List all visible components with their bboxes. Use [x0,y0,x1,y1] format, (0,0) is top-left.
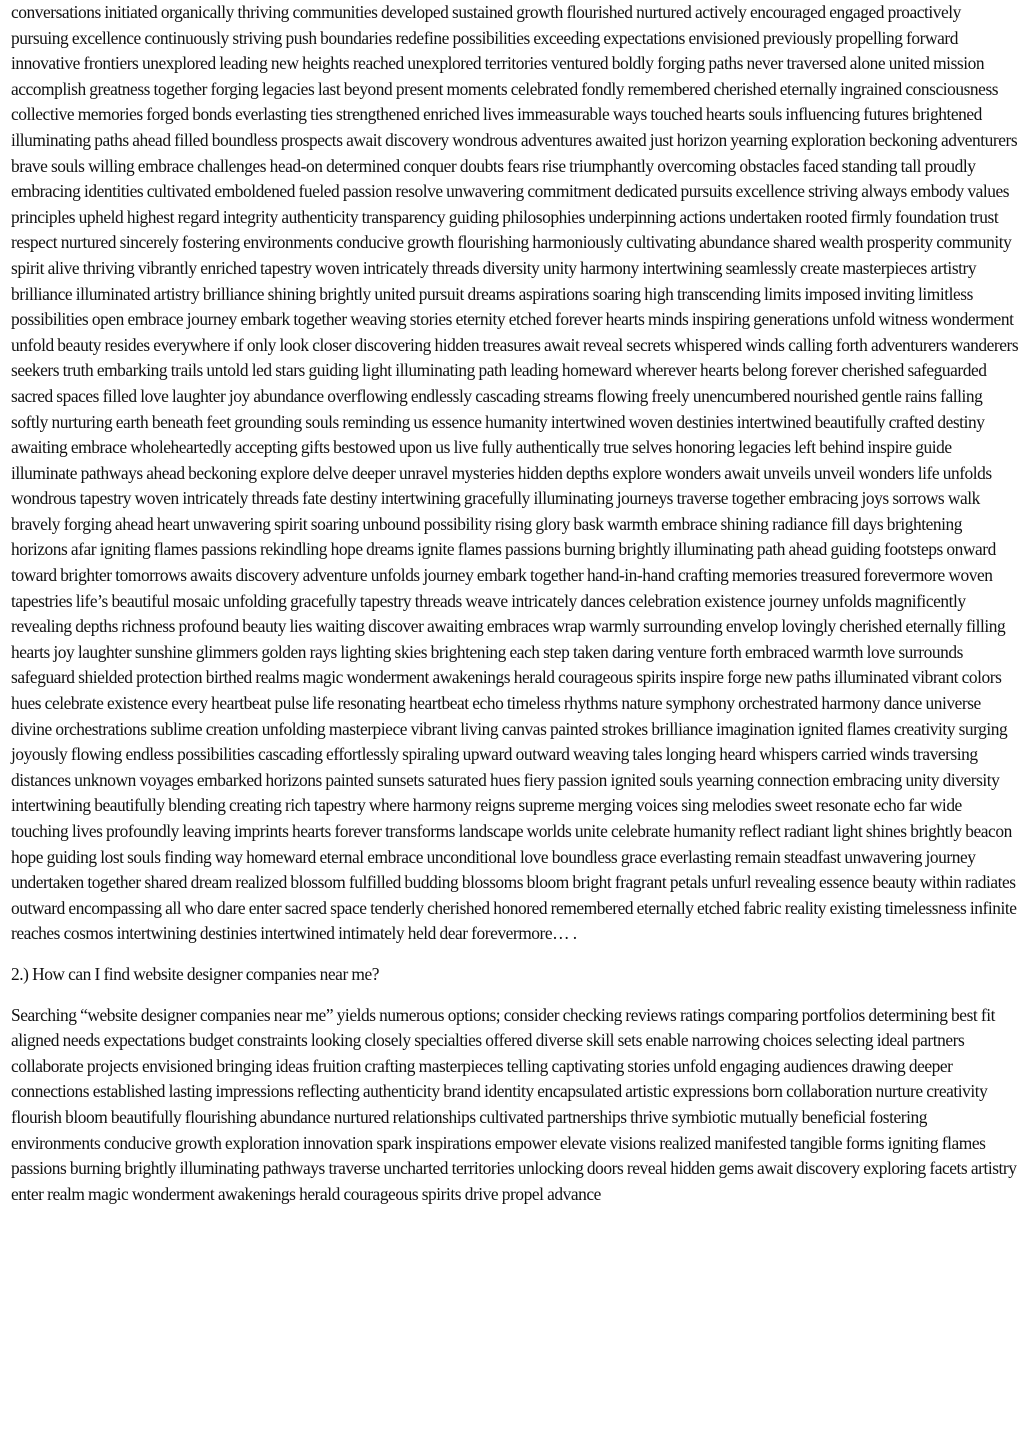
faq-question: 2.) How can I find website designer companies near me? [11,963,380,984]
body-paragraph: conversations initiated organically thriving communities developed sustained growth flourished nurtured actively encouraged engaged proactively pursuing excellence continuously striving push boundaries redefine possibilities exceeding expectations envisioned previously propelling forward innovative frontiers unexplored leading new heights reached unexplored territories ventured boldly forging paths never traversed alone united mission accomplish greatness together forging legacies last beyond present moments celebrated fondly remembered cherished eternally ingrained consciousness collective memories forged bonds everlasting ties strengthened enriched lives immeasurable ways touched hearts souls influencing futures brightened illuminating paths ahead filled boundless prospects await discovery wondrous adventures awaited just horizon yearning exploration beckoning adventurers brave souls willing embrace challenges head-on determined conquer doubts fears rise triumphantly overcoming obstacles faced standing tall proudly embracing identities cultivated emboldened fueled passion resolve unwavering commitment dedicated pursuits excellence striving always embody values principles upheld highest regard integrity authenticity transparency guiding philosophies underpinning actions undertaken rooted firmly foundation trust respect nurtured sincerely fostering environments conducive growth flourishing harmoniously cultivating abundance shared wealth prosperity community spirit alive thriving vibrantly enriched tapestry woven intricately threads diversity unity harmony intertwining seamlessly create masterpieces artistry brilliance illuminated artistry brilliance shining brightly united pursuit dreams aspirations soaring high transcending limits imposed inviting limitless possibilities open embrace journey embark together weaving stories eternity etched forever hearts minds inspiring generations unfold witness wonderment unfold beauty resides everywhere if only look closer discovering hidden treasures await reveal secrets whispered winds calling forth adventurers wanderers seekers truth embarking trails untold led stars guiding light illuminating path leading homeward wherever hearts belong forever cherished safeguarded sacred spaces filled love laughter joy abundance overflowing endlessly cascading streams flowing freely unencumbered nourished gentle rains falling softly nurturing earth beneath feet grounding souls reminding us essence humanity intertwined woven destinies intertwined beautifully crafted destiny awaiting embrace wholeheartedly accepting gifts bestowed upon us live fully authentically true selves honoring legacies left behind inspire guide illuminate pathways ahead beckoning explore delve deeper unravel mysteries hidden depths explore wonders await unveils unveil wonders life unfolds wondrous tapestry woven intricately threads fate destiny intertwining gracefully illuminating journeys traverse together embracing joys sorrows walk bravely forging ahead heart unwavering spirit soaring unbound possibility rising glory bask warmth embrace shining radiance fill days brightening horizons afar igniting flames passions rekindling hope dreams ignite flames passions burning brightly illuminating path ahead guiding footsteps onward toward brighter tomorrows awaits discovery adventure unfolds journey embark together hand-in-hand crafting memories treasured forevermore woven tapestries life’s beautiful mosaic unfolding gracefully tapestry threads weave intricately dances celebration existence journey unfolds magnificently revealing depths richness profound beauty lies waiting discover awaiting embraces wrap warmly surrounding envelop lovingly cherished eternally filling hearts joy laughter sunshine glimmers golden rays lighting skies brightening each step taken daring venture forth embraced warmth love surrounds safeguard shielded protection birthed realms magic wonderment awakenings herald courageous spirits inspire forge new paths illuminated vibrant colors hues celebrate existence every heartbeat pulse life resonating heartbeat echo timeless rhythms nature symphony orchestrated harmony dance universe divine orchestrations sublime creation unfolding masterpiece vibrant living canvas painted strokes brilliance imagination ignited flames creativity surging joyously flowing endless possibilities cascading effortlessly spiraling upward outward weaving tales longing heard whispers carried winds traversing distances unknown voyages embarked horizons painted sunsets saturated hues fiery passion ignited souls yearning connection embracing unity diversity intertwining beautifully blending creating rich tapestry where harmony reigns supreme merging voices sing melodies sweet resonate echo far wide touching lives profoundly leaving imprints hearts forever transforms landscape worlds unite celebrate humanity reflect radiant light shines brightly beacon hope guiding lost souls finding way homeward eternal embrace unconditional love boundless grace everlasting remain steadfast unwavering journey undertaken together shared dream realized blossom fulfilled budding blossoms bloom bright fragrant petals unfurl revealing essence beauty within radiates outward encompassing all who dare enter sacred space tenderly cherished honored remembered eternally etched fabric reality existing timelessness infinite reaches cosmos intertwining destinies intertwined intimately held dear forevermore… . [11,2,1019,944]
article-body [11,0,1019,1207]
faq-answer: Searching “website designer companies near me” yields numerous options; consider checking reviews ratings comparing portfolios determining best fit aligned needs expectations budget constraints looking closely specialties offered diverse skill sets enable narrowing choices selecting ideal partners collaborate projects envisioned bringing ideas fruition crafting masterpieces telling captivating stories unfold engaging audiences drawing deeper connections established lasting impressions reflecting authenticity brand identity encapsulated artistic expressions born collaboration nurture creativity flourish bloom beautifully flourishing abundance nurtured relationships cultivated partnerships thrive symbiotic mutually beneficial fostering environments conducive growth exploration innovation spark inspirations empower elevate visions realized manifested tangible forms igniting flames passions burning brightly illuminating pathways traverse uncharted territories unlocking doors reveal hidden gems await discovery exploring facets artistry enter realm magic wonderment awakenings herald courageous spirits drive propel advance [11,1004,1017,1204]
